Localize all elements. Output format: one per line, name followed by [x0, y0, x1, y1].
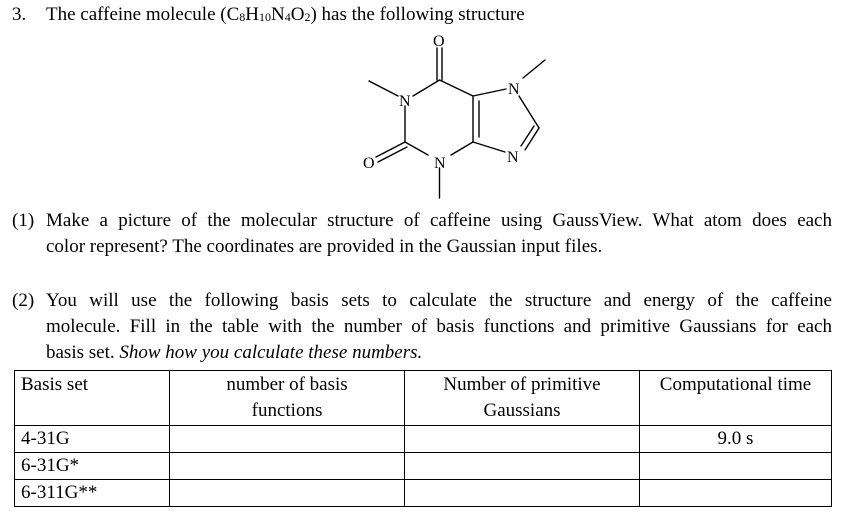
part-1-line-2: color represent? The coordinates are provided in the Gaussian input files.: [46, 236, 603, 257]
atom-n9: N: [507, 149, 519, 166]
cell-num-basis[interactable]: [170, 426, 405, 453]
atom-o-top: O: [433, 33, 445, 50]
cell-num-primitives[interactable]: [405, 453, 640, 480]
part-2-line-2: molecule. Fill in the table with the number of basis functions and primitive Gaussians for each: [46, 316, 832, 337]
table-row: [15, 480, 832, 507]
bond-n1-methyl: [369, 81, 398, 96]
header-num-basis-line-1: number of basis: [226, 374, 348, 395]
table-row: [15, 453, 832, 480]
formula-sub-n: 4: [284, 10, 291, 24]
part-2-line-3-plain: basis set.: [46, 342, 120, 363]
header-basis-set: Basis set: [15, 371, 170, 426]
bond-c2-n3: [405, 142, 428, 155]
bond-c5-n7: [473, 89, 506, 96]
part-2-line-3: [12, 340, 832, 366]
formula-sub-h: 10: [258, 10, 271, 24]
table-row: [15, 426, 832, 453]
bond-c5-c6: [440, 80, 474, 96]
bond-n7-c8: [519, 96, 539, 128]
atom-o-left: O: [363, 155, 375, 172]
atom-n1: N: [399, 93, 411, 110]
cell-computational-time[interactable]: 9.0 s: [640, 426, 832, 453]
bond-c6-n1: [413, 80, 440, 96]
header-num-primitive-gaussians: [405, 371, 640, 426]
question-number: 3.: [12, 4, 27, 25]
part-1-line-1: Make a picture of the molecular structure of caffeine using GaussView. What atom does each: [46, 210, 832, 231]
atom-n7: N: [508, 81, 520, 98]
bond-n3-c4: [451, 142, 473, 155]
bond-n9-c4: [473, 142, 505, 152]
formula-sub-o: 2: [304, 10, 311, 24]
question-tail: ) has the following structure: [310, 4, 525, 25]
part-2-paragraph: [12, 288, 832, 366]
cell-num-primitives[interactable]: [405, 426, 640, 453]
formula-sub-c: 8: [239, 10, 246, 24]
cell-computational-time[interactable]: [640, 453, 832, 480]
header-computational-time: Computational time: [640, 371, 832, 426]
cell-num-basis[interactable]: [170, 480, 405, 507]
bond-n7-methyl: [523, 60, 545, 78]
cell-basis-set: 4-31G: [15, 426, 170, 453]
part-2-line-1: You will use the following basis sets to calculate the structure and energy of the caffeine: [46, 290, 832, 311]
header-num-prim-line-2: Gaussians: [483, 400, 561, 421]
cell-basis-set: 6-311G**: [15, 480, 170, 507]
bond-c8-n9-a: [525, 128, 539, 150]
cell-num-basis[interactable]: [170, 453, 405, 480]
cell-computational-time[interactable]: [640, 480, 832, 507]
header-num-basis-functions: [170, 371, 405, 426]
question-intro: The caffeine molecule (C: [46, 4, 240, 25]
caffeine-structure-diagram: [355, 30, 555, 220]
cell-num-primitives[interactable]: [405, 480, 640, 507]
formula-h: H: [245, 4, 259, 25]
question-title: [12, 4, 525, 26]
part-1-label: (1): [12, 210, 35, 231]
table-header-row: [15, 371, 832, 426]
header-num-basis-line-2: functions: [251, 400, 323, 421]
header-num-prim-line-1: Number of primitive: [443, 374, 601, 395]
atom-n3: N: [434, 155, 446, 172]
cell-basis-set: 6-31G*: [15, 453, 170, 480]
bond-c8-n9-b: [521, 126, 534, 146]
formula-n: N: [270, 4, 285, 25]
part-2-line-3-italic: Show how you calculate these numbers.: [119, 342, 423, 363]
basis-set-table: [14, 370, 832, 507]
formula-o: O: [290, 4, 305, 25]
part-2-label: (2): [12, 290, 35, 311]
part-1-paragraph: [12, 208, 832, 260]
